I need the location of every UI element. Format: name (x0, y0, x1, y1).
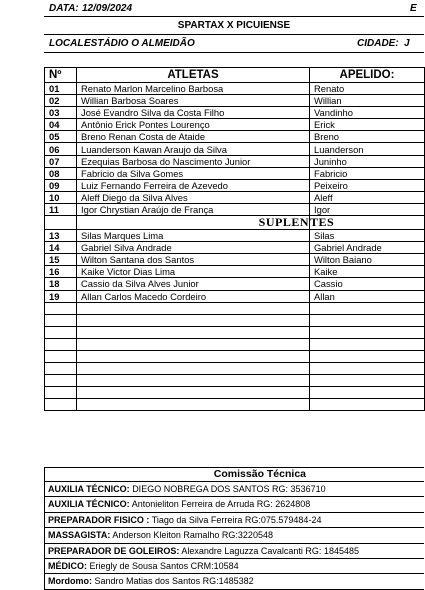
match-row (44, 17, 424, 35)
empty-cell (77, 302, 310, 314)
staff-role: MASSAGISTA: (48, 530, 111, 541)
player-name: Cassio da Silva Alves Junior (77, 278, 310, 290)
player-name: Willian Barbosa Soares (77, 95, 310, 107)
table-row (45, 242, 425, 254)
player-nickname: Silas (310, 230, 425, 242)
table-row (45, 203, 425, 215)
empty-cell (310, 387, 425, 399)
player-number: 02 (45, 95, 77, 107)
player-number: 08 (45, 167, 77, 179)
player-number: 09 (45, 179, 77, 191)
staff-row (44, 482, 424, 497)
player-name: Wilton Santana dos Santos (77, 254, 310, 266)
player-name: Allan Carlos Macedo Cordeiro (77, 290, 310, 302)
player-number: 04 (45, 119, 77, 131)
player-nickname: Fabricio (310, 167, 425, 179)
empty-cell (310, 302, 425, 314)
empty-cell (77, 338, 310, 350)
staff-member: Alexandre Laguzza Cavalcanti RG: 1845485 (181, 545, 359, 556)
staff-member: Sandro Matias dos Santos RG:1485382 (94, 576, 254, 587)
empty-row (45, 375, 425, 387)
player-name: José Evandro Silva da Costa Filho (77, 107, 310, 119)
technical-staff (44, 467, 424, 590)
empty-cell (310, 363, 425, 375)
player-number: 07 (45, 155, 77, 167)
table-row (45, 191, 425, 203)
staff-role: AUXILIA TÉCNICO: (48, 484, 130, 494)
player-number: 13 (45, 230, 77, 242)
right-partial-label: E (410, 3, 417, 14)
empty-row (45, 326, 425, 338)
player-number: 18 (45, 278, 77, 290)
empty-cell (45, 387, 77, 399)
col-nickname-header: APELIDO: (310, 68, 425, 83)
staff-role: PREPARADOR FISICO : (48, 514, 150, 525)
player-name: Luiz Fernando Ferreira de Azevedo (77, 179, 310, 191)
player-name: Antônio Erick Pontes Lourenço (77, 119, 310, 131)
staff-member: Tiago da Silva Ferreira RG:075.579484-24 (151, 514, 322, 525)
local-row (44, 35, 424, 53)
table-row (45, 254, 425, 266)
player-name: Aleff Diego da Silva Alves (77, 191, 310, 203)
subs-body (45, 230, 425, 303)
player-nickname: Renato (310, 83, 425, 95)
staff-row (44, 528, 424, 543)
staff-member: Antonieliton Ferreira de Arruda RG: 2624808 (131, 499, 311, 510)
subs-title-left: SUPLEN (77, 216, 310, 230)
city-label: CIDADE: (357, 38, 399, 49)
staff-row (44, 559, 424, 574)
empty-cell (45, 363, 77, 375)
staff-role: Mordomo: (48, 576, 92, 587)
starters-body (45, 83, 425, 216)
player-name: Gabriel Silva Andrade (77, 242, 310, 254)
empty-cell (310, 350, 425, 362)
document-header (44, 0, 424, 53)
local-label: LOCAL: (49, 38, 87, 49)
player-nickname: Vandinho (310, 107, 425, 119)
empty-cell (310, 326, 425, 338)
player-nickname: Wilton Baiano (310, 254, 425, 266)
staff-row (44, 513, 424, 528)
empty-cell (310, 314, 425, 326)
table-row (45, 83, 425, 95)
empty-cell (45, 399, 77, 411)
staff-role: MÉDICO: (48, 560, 87, 571)
empty-row (45, 314, 425, 326)
empty-row (45, 399, 425, 411)
player-number: 14 (45, 242, 77, 254)
table-row (45, 95, 425, 107)
date-label: DATA: (49, 3, 79, 14)
subs-header-row (45, 216, 425, 230)
empty-cell (77, 363, 310, 375)
player-name: Ezequias Barbosa do Nascimento Junior (77, 155, 310, 167)
player-nickname: Willian (310, 95, 425, 107)
player-number: 19 (45, 290, 77, 302)
subs-title-right: TES (310, 216, 425, 230)
player-number: 15 (45, 254, 77, 266)
table-row (45, 266, 425, 278)
local-value: ESTÁDIO O ALMEIDÃO (84, 38, 195, 49)
player-number: 03 (45, 107, 77, 119)
empty-cell (45, 338, 77, 350)
player-name: Kaike Victor Dias Lima (77, 266, 310, 278)
player-nickname: Gabriel Andrade (310, 242, 425, 254)
player-name: Luanderson Kawan Araujo da Silva (77, 143, 310, 155)
empty-cell (45, 302, 77, 314)
empty-cell (77, 399, 310, 411)
staff-title: Comissão Técnica (44, 467, 424, 482)
table-row (45, 278, 425, 290)
player-number: 16 (45, 266, 77, 278)
table-row (45, 167, 425, 179)
player-nickname: Igor (310, 203, 425, 215)
empty-row (45, 338, 425, 350)
table-row (45, 107, 425, 119)
athletes-table (44, 67, 425, 411)
table-row (45, 131, 425, 143)
empty-cell (77, 314, 310, 326)
player-name: Breno Renan Costa de Ataide (77, 131, 310, 143)
player-nickname: Erick (310, 119, 425, 131)
match-title: SPARTAX X PICUIENSE (177, 20, 291, 31)
empty-cell (77, 375, 310, 387)
empty-cell (310, 338, 425, 350)
staff-rows (44, 482, 424, 590)
staff-row (44, 544, 424, 559)
empty-cell (77, 350, 310, 362)
table-row (45, 155, 425, 167)
player-number: 10 (45, 191, 77, 203)
table-header-row (45, 68, 425, 83)
city-value: J (404, 38, 410, 49)
table-row (45, 143, 425, 155)
empty-cell (77, 387, 310, 399)
empty-cell (45, 326, 77, 338)
player-number: 06 (45, 143, 77, 155)
empty-row (45, 387, 425, 399)
empty-cell (310, 375, 425, 387)
player-name: Fabricio da Silva Gomes (77, 167, 310, 179)
player-number: 01 (45, 83, 77, 95)
staff-row (44, 574, 424, 589)
player-nickname: Juninho (310, 155, 425, 167)
player-name: Renato Marlon Marcelino Barbosa (77, 83, 310, 95)
empty-row (45, 363, 425, 375)
table-row (45, 119, 425, 131)
player-nickname: Kaike (310, 266, 425, 278)
player-nickname: Allan (310, 290, 425, 302)
player-nickname: Luanderson (310, 143, 425, 155)
empty-cell (77, 326, 310, 338)
empty-cell (45, 375, 77, 387)
player-number: 05 (45, 131, 77, 143)
subs-header-body (45, 216, 425, 230)
player-nickname: Peixeiro (310, 179, 425, 191)
staff-member: Anderson Kleiton Ramalho RG:3220548 (112, 530, 273, 541)
col-athletes-header: ATLETAS (77, 68, 310, 83)
player-name: Silas Marques Lima (77, 230, 310, 242)
staff-member: DIEGO NOBREGA DOS SANTOS RG: 3536710 (132, 484, 326, 494)
staff-role: PREPARADOR DE GOLEIROS: (48, 545, 180, 556)
player-nickname: Breno (310, 131, 425, 143)
staff-row (44, 497, 424, 512)
col-number-header: Nº (45, 68, 77, 83)
table-row (45, 290, 425, 302)
empty-row (45, 302, 425, 314)
empty-row (45, 350, 425, 362)
date-value: 12/09/2024 (82, 3, 133, 14)
empty-cell (45, 350, 77, 362)
staff-role: AUXILIA TÉCNICO: (48, 499, 130, 510)
table-row (45, 179, 425, 191)
staff-member: Eriegly de Sousa Santos CRM:10584 (89, 560, 239, 571)
player-nickname: Aleff (310, 191, 425, 203)
empty-cell (310, 399, 425, 411)
player-nickname: Cassio (310, 278, 425, 290)
date-row (44, 0, 424, 17)
player-number: 11 (45, 203, 77, 215)
player-name: Igor Chrystian Araújo de França (77, 203, 310, 215)
blank-rows (45, 302, 425, 411)
table-row (45, 230, 425, 242)
empty-cell (45, 314, 77, 326)
